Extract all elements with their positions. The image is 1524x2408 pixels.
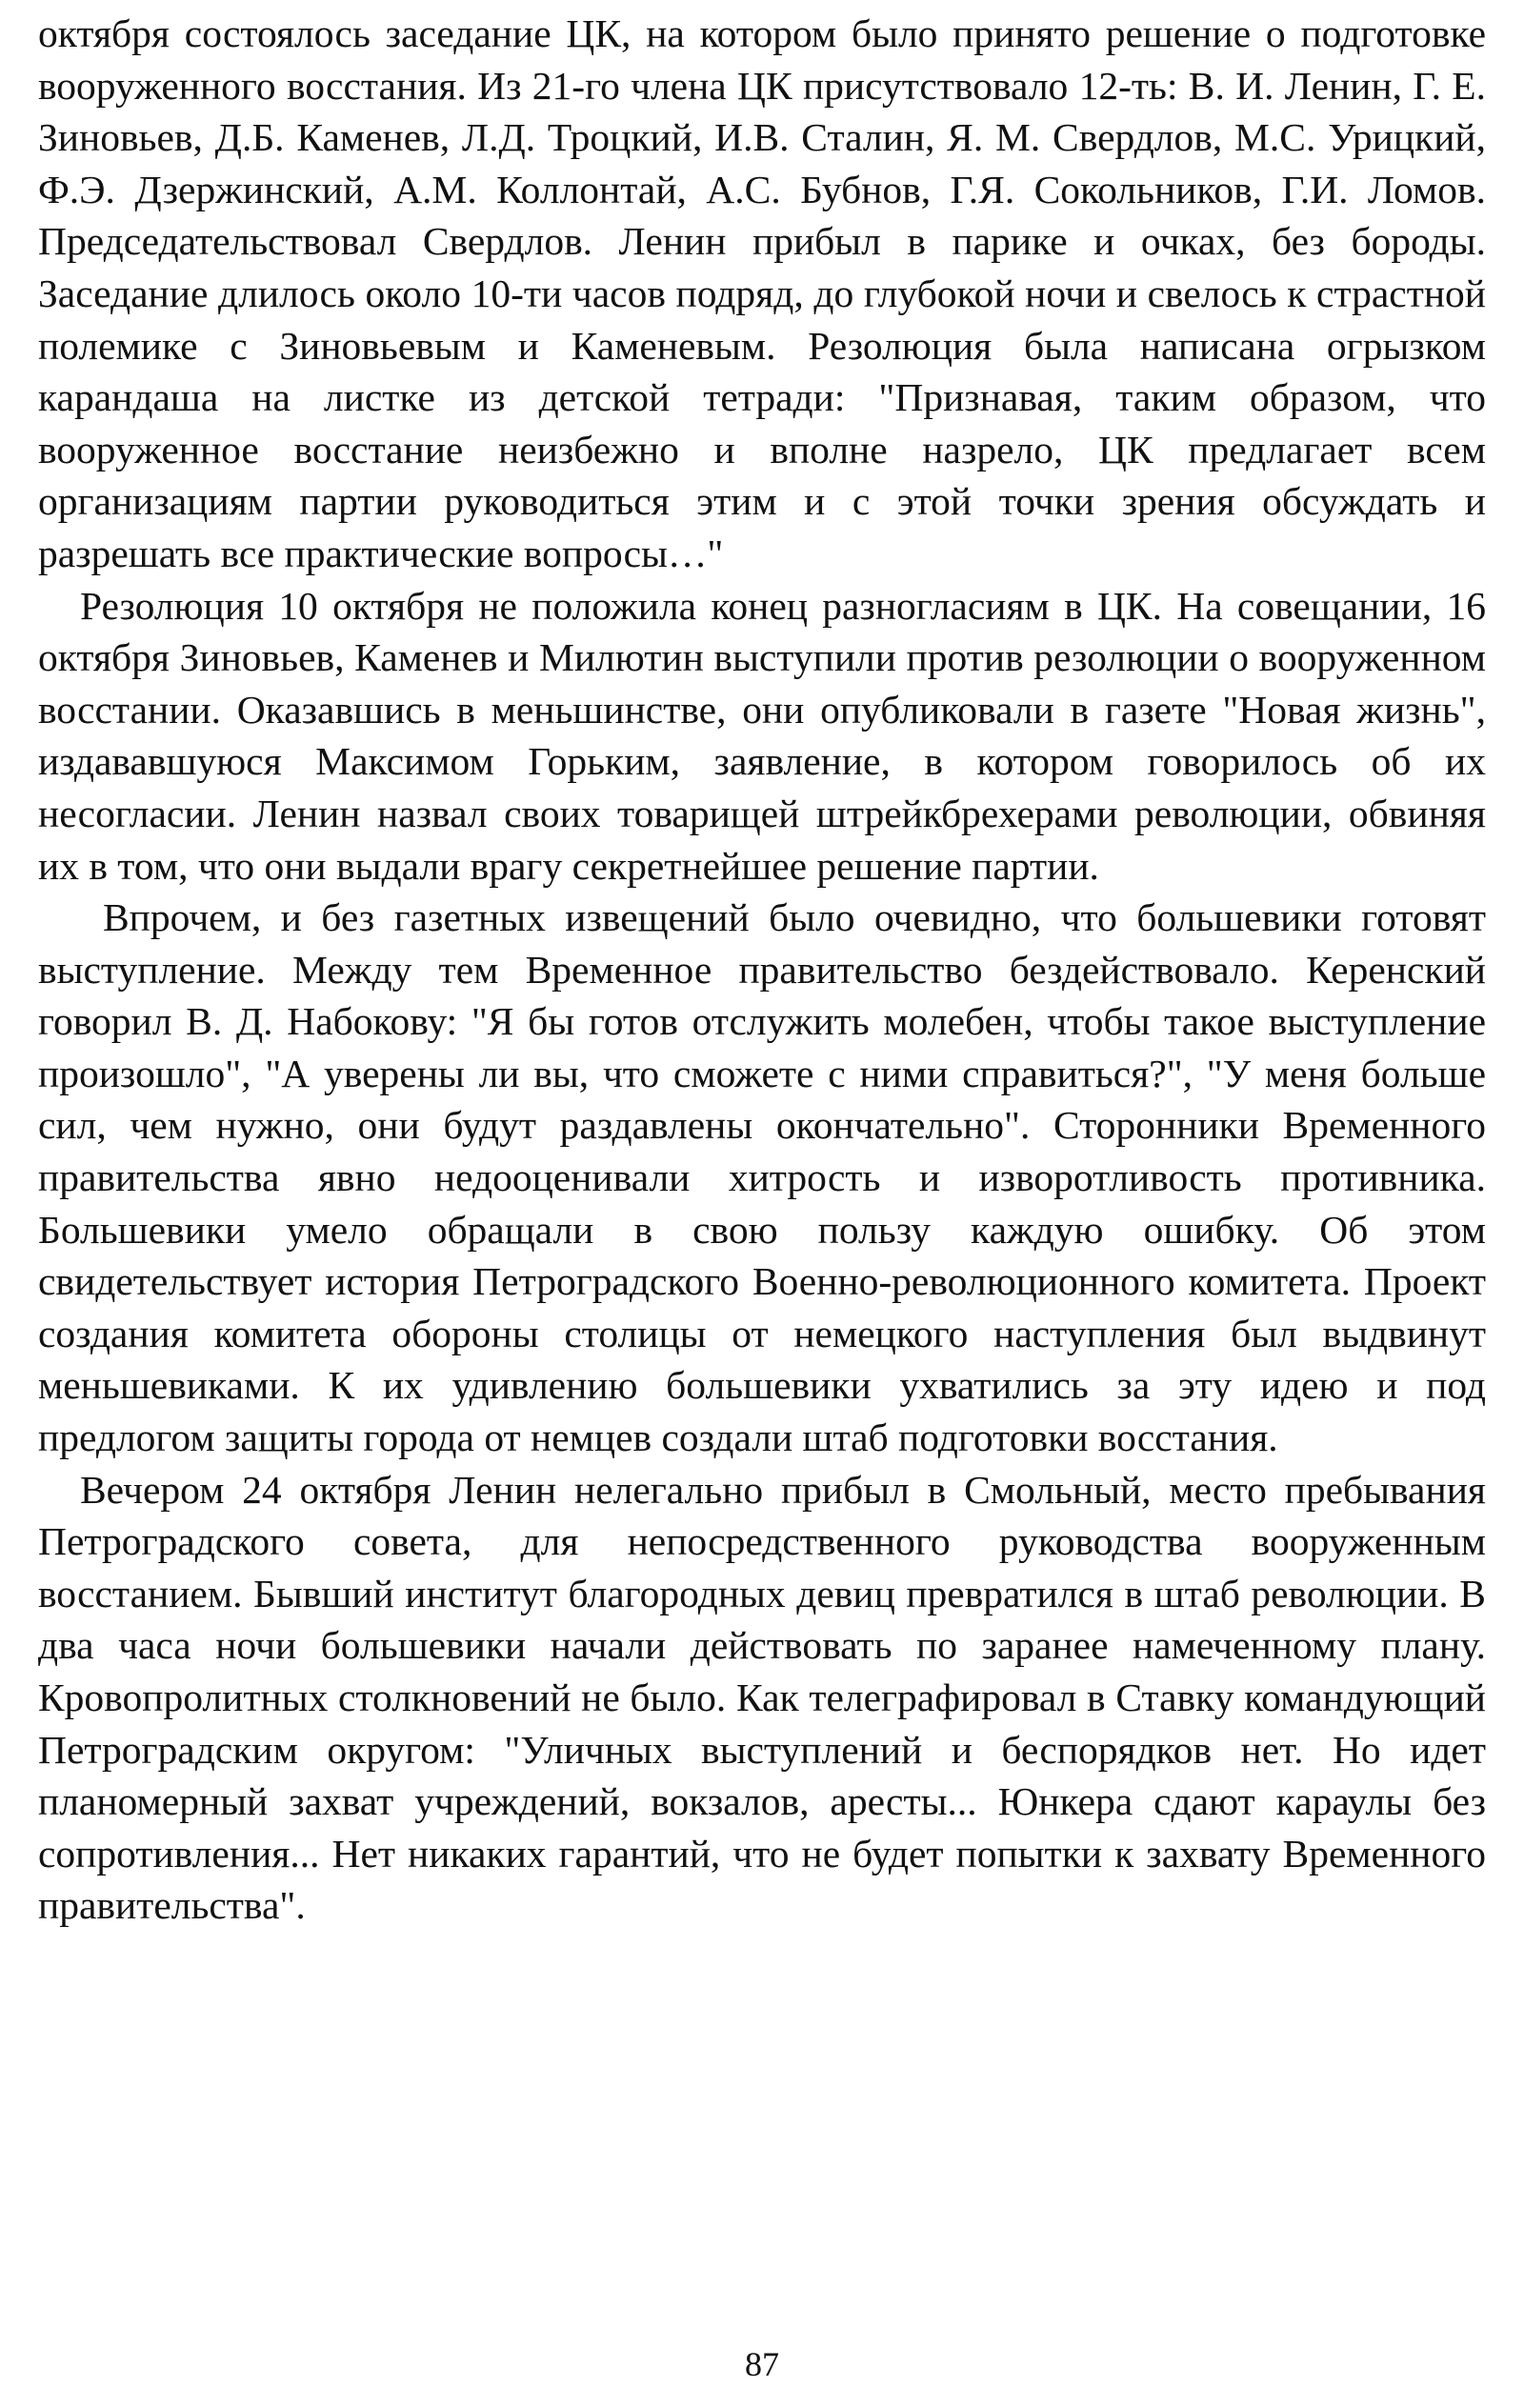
paragraph-preparation-uprising: Впрочем, и без газетных извещений было очевидно, что большевики готовят выступление. Между тем Временное правительство бездействовало. Керенский говорил В. Д. Набокову: "Я бы готов отслужить молебен, чтобы такое выступление произошло", "А уверены ли вы, что сможете с ними справиться?", "У меня больше сил, чем нужно, они будут раздавлены окончательно". Сторонники Временного правительства явно недооценивали хитрость и изворотливость противника. Большевики умело обращали в свою пользу каждую ошибку. Об этом свидетельствует история Петроградского Военно-революционного комитета. Проект создания комитета обороны столицы от немецкого наступления был выдвинут меньшевиками. К их удивлению большевики ухватились за эту идею и под предлогом защиты города от немцев создали штаб подготовки восстания. (38, 895, 1486, 1460)
paragraph-smolny-evening: Вечером 24 октября Ленин нелегально прибыл в Смольный, место пребывания Петроградского совета, для непосредственного руководства вооруженным восстанием. Бывший институт благородных девиц превратился в штаб революции. В два часа ночи большевики начали действовать по заранее намеченному плану. Кровопролитных столкновений не было. Как телеграфировал в Ставку командующий Петроградским округом: "Уличных выступлений и беспорядков нет. Но идет планомерный захват учреждений, вокзалов, аресты... Юнкера сдают караулы без сопротивления... Нет никаких гарантий, что не будет попытки к захвату Временного правительства". (38, 1467, 1486, 1928)
document-body (38, 8, 1486, 1932)
paragraph-october-meeting: октября состоялось заседание ЦК, на котором было принято решение о подготовке вооруженного восстания. Из 21-го члена ЦК присутствовало 12-ть: В. И. Ленин, Г. Е. Зиновьев, Д.Б. Каменев, Л.Д. Троцкий, И.В. Сталин, Я. М. Свердлов, М.С. Урицкий, Ф.Э. Дзержинский, А.М. Коллонтай, А.С. Бубнов, Г.Я. Сокольников, Г.И. Ломов. Председательствовал Свердлов. Ленин прибыл в парике и очках, без бороды. Заседание длилось около 10-ти часов подряд, до глубокой ночи и свелось к страстной полемике с Зиновьевым и Каменевым. Резолюция была написана огрызком карандаша на листке из детской тетради: "Признавая, таким образом, что вооруженное восстание неизбежно и вполне назрело, ЦК предлагает всем организациям партии руководиться этим и с этой точки зрения обсуждать и разрешать все практические вопросы…" (38, 11, 1486, 575)
page-number: 87 (745, 2345, 779, 2383)
paragraph-resolution-disagreements: Резолюция 10 октября не положила конец разногласиям в ЦК. На совещании, 16 октября Зиновьев, Каменев и Милютин выступили против резолюции о вооруженном восстании. Оказавшись в меньшинстве, они опубликовали в газете "Новая жизнь", издававшуюся Максимом Горьким, заявление, в котором говорилось об их несогласии. Ленин назвал своих товарищей штрейкбрехерами революции, обвиняя их в том, что они выдали врагу секретнейшее решение партии. (38, 583, 1486, 888)
